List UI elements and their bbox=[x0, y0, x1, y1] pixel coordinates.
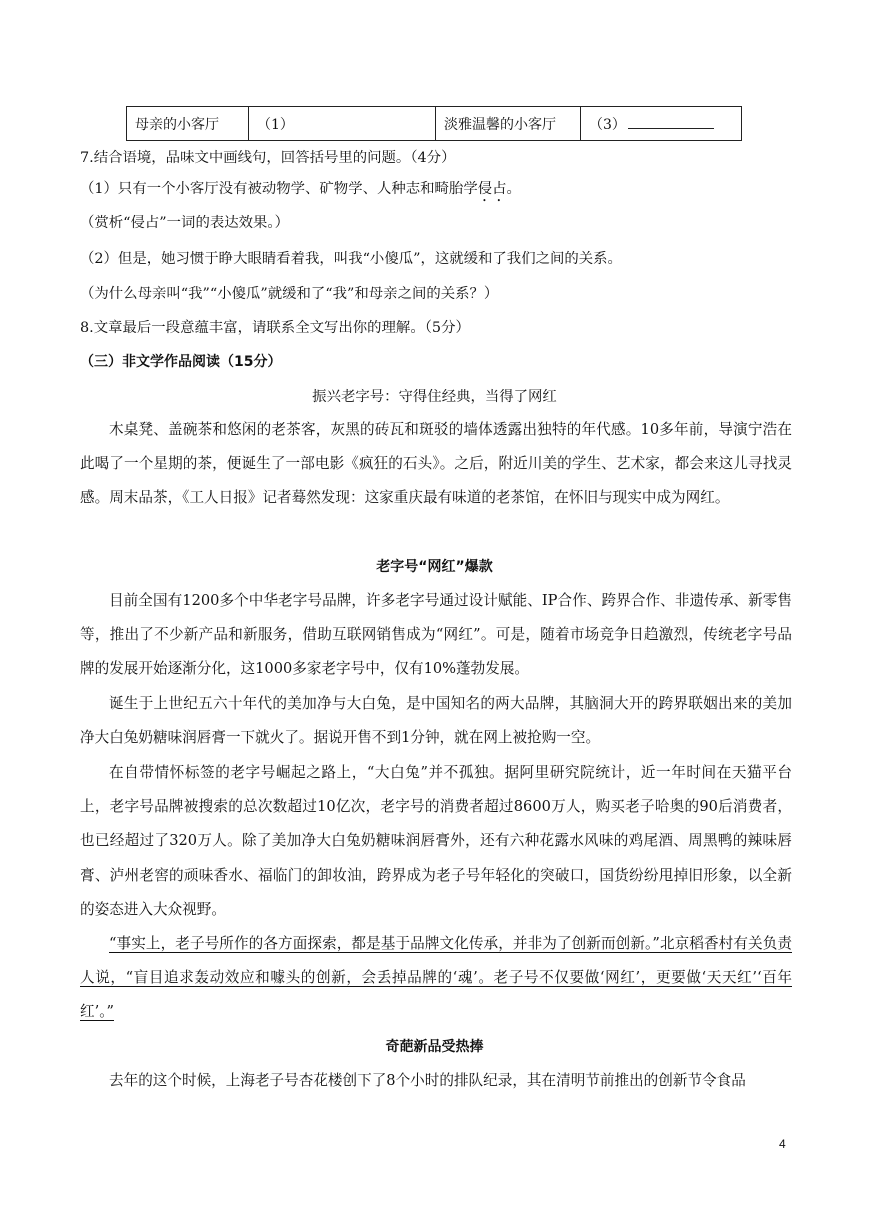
page-number: 4 bbox=[779, 1137, 786, 1151]
question-7-prompt-1: （赏析“侵占”一词的表达效果。） bbox=[80, 215, 289, 231]
paragraph-6: 去年的这个时候，上海老子号杏花楼创下了8个小时的排队纪录，其在清明节前推出的创新节令食品 bbox=[109, 1072, 746, 1089]
answer-table bbox=[126, 106, 742, 141]
subheading-2: 奇葩新品受热捧 bbox=[385, 1039, 484, 1055]
section-title: （三）非文学作品阅读（15分） bbox=[80, 354, 282, 370]
question-7-sentence-1 bbox=[80, 179, 521, 205]
underlined-paragraph: “事实上，老子号所作的各方面探索，都是基于品牌文化传承，并非为了创新而创新。”北京稻香村有关负责人说，“盲目追求轰动效应和噱头的创新，会丢掉品牌的‘魂’。老子号不仅要做‘网红’，更要做‘天天红’‘百年红’。” bbox=[80, 935, 792, 1021]
paragraph-4: 在自带情怀标签的老字号崛起之路上，“大白兔”并不孤独。据阿里研究院统计，近一年时间在天猫平台上，老字号品牌被搜索的总次数超过10亿次，老字号的消费者超过8600万人，购买老子哈奥的90后消费者，也已经超过了320万人。除了美加净大白兔奶糖味润唇膏外，还有六种花露水风味的鸡尾酒、周黑鸭的辣味唇膏、泸州老窖的顽味香水、福临门的卸妆油，跨界成为老子号年轻化的突破口，国货纷纷甩掉旧形象，以全新的姿态进入大众视野。 bbox=[80, 764, 792, 918]
paragraph-3: 诞生于上世纪五六十年代的美加净与大白兔，是中国知名的两大品牌，其脑洞大开的跨界联姻出来的美加净大白兔奶糖味润唇膏一下就火了。据说开售不到1分钟，就在网上被抢购一空。 bbox=[80, 695, 792, 747]
question-7-prompt-2: （为什么母亲叫“我”“小傻瓜”就缓和了“我”和母亲之间的关系？） bbox=[80, 286, 499, 302]
question-7-sentence-2: （2）但是，她习惯于睁大眼睛看着我，叫我“小傻瓜”，这就缓和了我们之间的关系。 bbox=[80, 251, 622, 267]
table-row bbox=[127, 107, 742, 141]
dotted-word: 侵占 bbox=[477, 181, 507, 197]
paragraph-1: 木桌凳、盖碗茶和悠闲的老茶客，灰黑的砖瓦和斑驳的墙体透露出独特的年代感。10多年前，导演宁浩在此喝了一个星期的茶，便诞生了一部电影《疯狂的石头》。之后，附近川美的学生、艺术家，都会来这儿寻找灵感。周末品茶，《工人日报》记者蓦然发现：这家重庆最有味道的老茶馆，在怀旧与现实中成为网红。 bbox=[80, 421, 792, 507]
table-cell bbox=[581, 107, 742, 141]
subheading-1: 老字号“网红”爆款 bbox=[376, 559, 493, 575]
paragraph-2: 目前全国有1200多个中华老字号品牌，许多老字号通过设计赋能、IP合作、跨界合作、非遗传承、新零售等，推出了不少新产品和新服务，借助互联网销售成为“网红”。可是，随着市场竞争日趋激烈，传统老字号品牌的发展开始逐渐分化，这1000多家老字号中，仅有10%蓬勃发展。 bbox=[80, 592, 792, 678]
question-7-stem: 7.结合语境，品味文中画线句，回答括号里的问题。（4分） bbox=[80, 150, 456, 166]
blank-label: （3） bbox=[589, 116, 626, 133]
article-title: 振兴老字号：守得住经典，当得了网红 bbox=[312, 389, 557, 405]
table-cell: 淡雅温馨的小客厅 bbox=[436, 107, 581, 141]
sentence-end: 。 bbox=[506, 181, 521, 197]
sentence-text: （1）只有一个小客厅没有被动物学、矿物学、人种志和畸胎学 bbox=[80, 181, 478, 197]
table-cell: 母亲的小客厅 bbox=[127, 107, 249, 141]
question-8: 8.文章最后一段意蕴丰富，请联系全文写出你的理解。（5分） bbox=[80, 320, 470, 336]
answer-blank[interactable] bbox=[628, 114, 714, 129]
table-cell: （1） bbox=[249, 107, 436, 141]
